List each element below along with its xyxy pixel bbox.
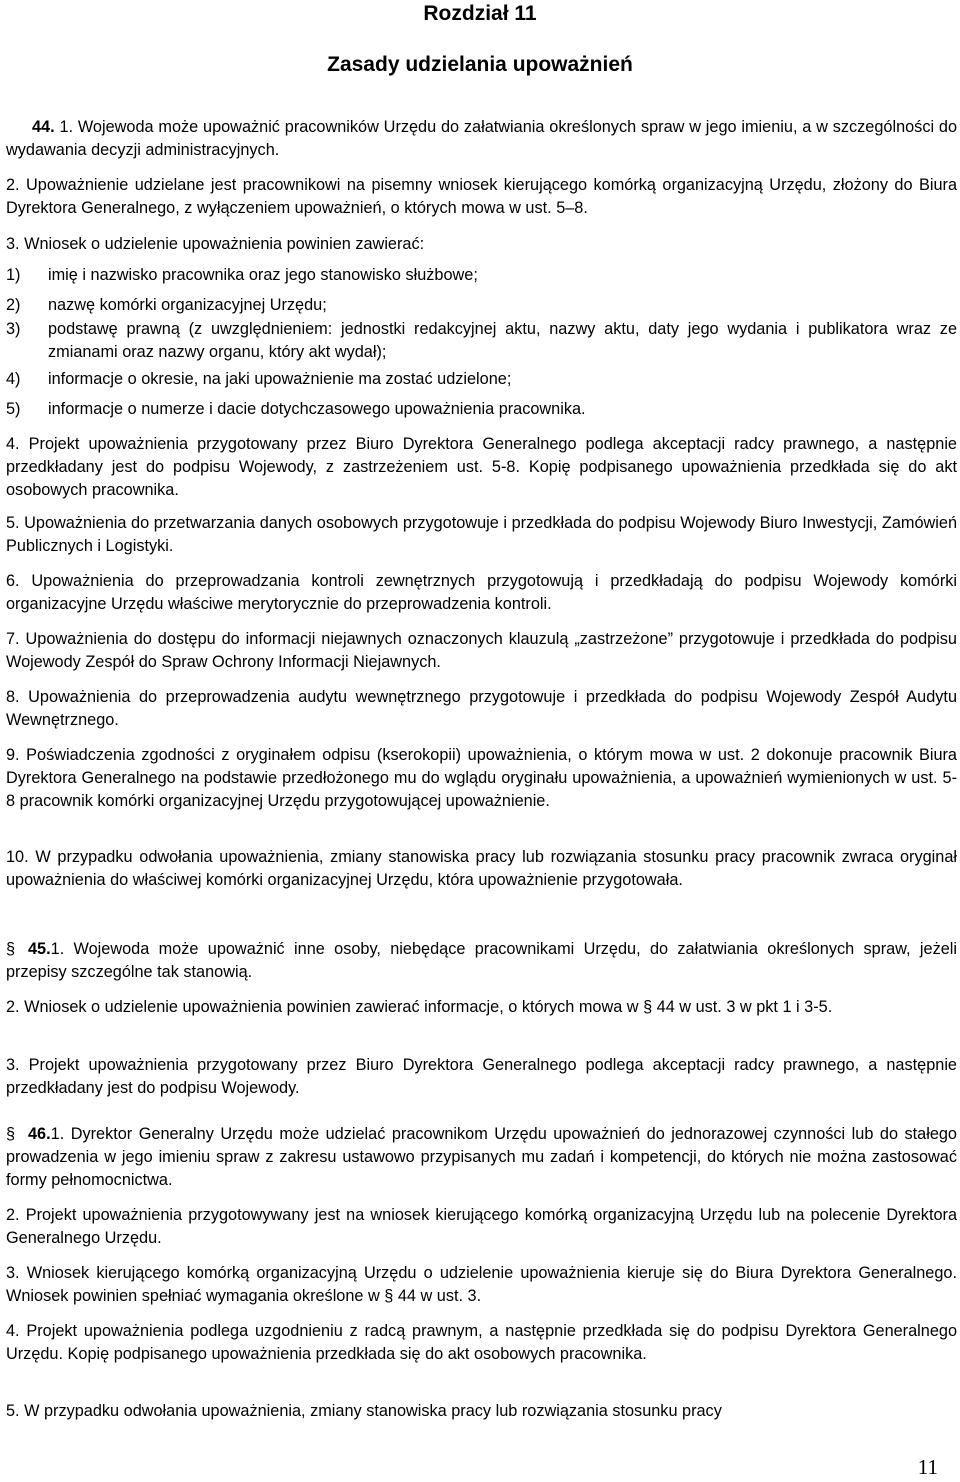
par44-ust9: 9. Poświadczenia zgodności z oryginałem odpisu (kserokopii) upoważnienia, o którym mowa w ust. 2 dokonuje pracownik Biura Dyrektora Generalnego na podstawie przedłożonego mu do wglądu oryginału upoważnienia, a upoważnień wymienionych w ust. 5-8 pracownik komórki organizacyjnej Urzędu przygotowującej upoważnienie.	[6, 746, 957, 810]
par46-ust3: 3. Wniosek kierującego komórką organizacyjną Urzędu o udzielenie upoważnienia kieruje się do Biura Dyrektora Generalnego. Wniosek powinien spełniać wymagania określone w § 44 w ust. 3.	[6, 1264, 957, 1305]
par46-ust1-text: 1. Dyrektor Generalny Urzędu może udzielać pracownikom Urzędu upoważnień do jednorazowej czynności lub do stałego prowadzenia w jego imieniu spraw z zakresu ustawowo przypisanych mu zadań i kompetencji, do których nie można zastosować formy pełnomocnictwa.	[6, 1125, 957, 1189]
par44-ust1	[6, 116, 957, 162]
list-item: 4) informacje o okresie, na jaki upoważnienie ma zostać udzielone;	[6, 370, 512, 388]
par45-ust1-text: 1. Wojewoda może upoważnić inne osoby, niebędące pracownikami Urzędu, do załatwiania określonych spraw, jeżeli przepisy szczególne tak stanowią.	[6, 940, 957, 981]
par46-ust1	[6, 1123, 957, 1192]
par44-marker: 44.	[32, 118, 55, 136]
chapter-title: Zasady udzielania upoważnień	[327, 53, 633, 76]
par45-ust3: 3. Projekt upoważnienia przygotowany przez Biuro Dyrektora Generalnego podlega akceptacji radcy prawnego, a następnie przedkładany jest do podpisu Wojewody.	[6, 1056, 957, 1097]
par45-ust2: 2. Wniosek o udzielenie upoważnienia powinien zawierać informacje, o których mowa w § 44 w ust. 3 w pkt 1 i 3-5.	[6, 998, 833, 1016]
par46-marker: 46.	[28, 1125, 51, 1143]
par46-ust5: 5. W przypadku odwołania upoważnienia, zmiany stanowiska pracy lub rozwiązania stosunku pracy	[6, 1402, 722, 1420]
par44-ust3-intro: 3. Wniosek o udzielenie upoważnienia powinien zawierać:	[6, 235, 425, 253]
list-item: 1) imię i nazwisko pracownika oraz jego stanowisko służbowe;	[6, 266, 478, 284]
list-item: 5) informacje o numerze i dacie dotychczasowego upoważnienia pracownika.	[6, 400, 586, 418]
section-sign-icon: §	[6, 1125, 16, 1143]
section-sign-icon: §	[6, 940, 16, 958]
par44-ust8: 8. Upoważnienia do przeprowadzenia audytu wewnętrznego przygotowuje i przedkłada do podpisu Wojewody Zespół Audytu Wewnętrznego.	[6, 688, 957, 729]
par44-ust6: 6. Upoważnienia do przeprowadzania kontroli zewnętrznych przygotowują i przedkładają do podpisu Wojewody komórki organizacyjne Urzędu właściwe merytorycznie do przeprowadzenia kontroli.	[6, 572, 957, 613]
par46-ust2: 2. Projekt upoważnienia przygotowywany jest na wniosek kierującego komórką organizacyjną Urzędu lub na polecenie Dyrektora Generalnego Urzędu.	[6, 1206, 957, 1247]
page-number: 11	[917, 1455, 938, 1479]
par44-ust5: 5. Upoważnienia do przetwarzania danych osobowych przygotowuje i przedkłada do podpisu Wojewody Biuro Inwestycji, Zamówień Publicznych i Logistyki.	[6, 514, 957, 555]
par44-ust1-text: 1. Wojewoda może upoważnić pracowników Urzędu do załatwiania określonych spraw w jego imieniu, a w szczególności do wydawania decyzji administracyjnych.	[6, 118, 957, 159]
chapter-number: Rozdział 11	[423, 2, 537, 25]
par44-ust10: 10. W przypadku odwołania upoważnienia, zmiany stanowiska pracy lub rozwiązania stosunku pracy pracownik zwraca oryginał upoważnienia do właściwej komórki organizacyjnej Urzędu, która upoważnienie przygotowała.	[6, 848, 957, 889]
list-item: 2) nazwę komórki organizacyjnej Urzędu;	[6, 296, 327, 314]
par45-ust1	[6, 938, 957, 984]
par45-marker: 45.	[28, 940, 51, 958]
par44-ust2: 2. Upoważnienie udzielane jest pracownikowi na pisemny wniosek kierującego komórką organizacyjną Urzędu, złożony do Biura Dyrektora Generalnego, z wyłączeniem upoważnień, o których mowa w ust. 5–8.	[6, 176, 957, 217]
par46-ust4: 4. Projekt upoważnienia podlega uzgodnieniu z radcą prawnym, a następnie przedkłada się do podpisu Dyrektora Generalnego Urzędu. Kopię podpisanego upoważnienia przedkłada się do akt osobowych pracownika.	[6, 1322, 957, 1363]
par44-ust4: 4. Projekt upoważnienia przygotowany przez Biuro Dyrektora Generalnego podlega akceptacji radcy prawnego, a następnie przedkładany jest do podpisu Wojewody, z zastrzeżeniem ust. 5-8. Kopię podpisanego upoważnienia przedkłada się do akt osobowych pracownika.	[6, 435, 957, 499]
list-item: 3) podstawę prawną (z uwzględnieniem: jednostki redakcyjnej aktu, nazwy aktu, daty jego wydania i publikatora wraz ze zmianami oraz nazwy organu, który akt wydał);	[6, 320, 957, 361]
par44-ust7: 7. Upoważnienia do dostępu do informacji niejawnych oznaczonych klauzulą „zastrzeżone” przygotowuje i przedkłada do podpisu Wojewody Zespół do Spraw Ochrony Informacji Niejawnych.	[6, 630, 957, 671]
